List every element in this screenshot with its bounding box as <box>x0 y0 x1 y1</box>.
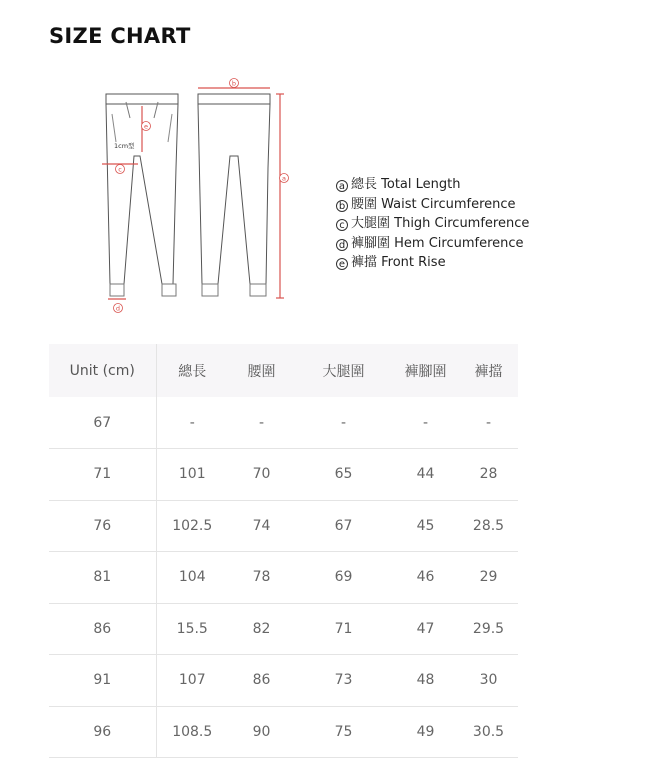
measurement-cell: - <box>485 414 492 431</box>
legend-item <box>336 234 529 254</box>
table-row <box>49 655 518 707</box>
column-header: 褲擋 <box>474 363 503 380</box>
legend-marker: b <box>336 200 348 212</box>
measurement-cell: 48 <box>416 672 435 689</box>
column-header: 腰圍 <box>247 363 276 380</box>
measurement-cell: 74 <box>252 517 271 534</box>
measurement-cell: - <box>258 414 265 431</box>
legend-label: 腰圍 Waist Circumference <box>351 196 516 212</box>
measurement-cell: 45 <box>416 517 435 534</box>
marker-d: d <box>115 304 121 313</box>
measurement-cell: 28.5 <box>472 517 505 534</box>
page-title: SIZE CHART <box>49 24 191 48</box>
measurement-cell: 70 <box>252 466 271 483</box>
legend-marker: e <box>336 258 348 270</box>
legend-marker: c <box>336 219 348 231</box>
size-table <box>49 344 518 758</box>
marker-a: a <box>282 174 286 183</box>
size-cell: 91 <box>49 655 156 707</box>
size-cell: 71 <box>49 449 156 501</box>
table-row <box>49 706 518 758</box>
measurement-cell: 28 <box>479 466 498 483</box>
pants-diagram <box>98 76 298 316</box>
measurement-cell: 46 <box>416 569 435 586</box>
legend-item <box>336 214 529 234</box>
column-header: 大腿圍 <box>322 363 365 380</box>
measurement-cell: 30 <box>479 672 498 689</box>
measurement-cell: 78 <box>252 569 271 586</box>
legend-label: 大腿圍 Thigh Circumference <box>351 216 530 232</box>
legend-label: 總長 Total Length <box>351 177 461 192</box>
column-header: Unit (cm) <box>49 344 156 397</box>
measurement-cell: 15.5 <box>176 620 208 637</box>
measurement-cell: 86 <box>252 672 271 689</box>
legend-label: 褲腳圍 Hem Circumference <box>351 235 524 251</box>
measurement-cell: - <box>340 414 347 431</box>
legend-item <box>336 253 529 273</box>
table-row <box>49 603 518 655</box>
measurement-cell: 67 <box>334 517 353 534</box>
legend-item <box>336 175 529 195</box>
legend-marker: a <box>336 180 348 192</box>
measurement-cell: 29 <box>479 569 498 586</box>
measurement-cell: 101 <box>178 466 206 483</box>
measurement-cell: 71 <box>334 620 353 637</box>
marker-e: e <box>144 122 148 131</box>
measurement-cell: 75 <box>334 723 353 740</box>
table-row <box>49 552 518 604</box>
measurement-cell: 104 <box>178 569 206 586</box>
legend-item <box>336 195 529 215</box>
size-cell: 96 <box>49 706 156 758</box>
size-cell: 76 <box>49 500 156 552</box>
measurement-cell: 49 <box>416 723 435 740</box>
size-cell: 81 <box>49 552 156 604</box>
measurement-cell: 65 <box>334 466 353 483</box>
column-header: 褲腳圍 <box>404 363 447 380</box>
measurement-cell: 69 <box>334 569 353 586</box>
column-header: 總長 <box>178 363 207 380</box>
table-header-row <box>49 344 518 397</box>
diagram-note: 1cm型 <box>114 142 135 150</box>
size-cell: 67 <box>49 397 156 449</box>
measurement-cell: 73 <box>334 672 353 689</box>
measurement-cell: 29.5 <box>472 620 505 637</box>
marker-c: c <box>118 165 122 174</box>
measurement-cell: 108.5 <box>172 723 213 740</box>
table-row <box>49 449 518 501</box>
pants-back-outline <box>198 94 270 284</box>
measurement-cell: 82 <box>252 620 271 637</box>
legend-label: 褲擋 Front Rise <box>351 255 446 271</box>
measurement-cell: - <box>189 414 195 431</box>
legend-marker: d <box>336 239 348 251</box>
measurement-legend <box>336 175 529 273</box>
measurement-cell: 90 <box>252 723 271 740</box>
measurement-cell: 44 <box>416 466 435 483</box>
measurement-cell: 107 <box>178 672 206 689</box>
size-cell: 86 <box>49 603 156 655</box>
table-row <box>49 500 518 552</box>
measurement-cell: 47 <box>416 620 435 637</box>
marker-b: b <box>231 79 237 88</box>
measurement-cell: 102.5 <box>172 517 213 534</box>
table-row <box>49 397 518 449</box>
measurement-cell: 30.5 <box>472 723 505 740</box>
measurement-cell: - <box>422 414 429 431</box>
